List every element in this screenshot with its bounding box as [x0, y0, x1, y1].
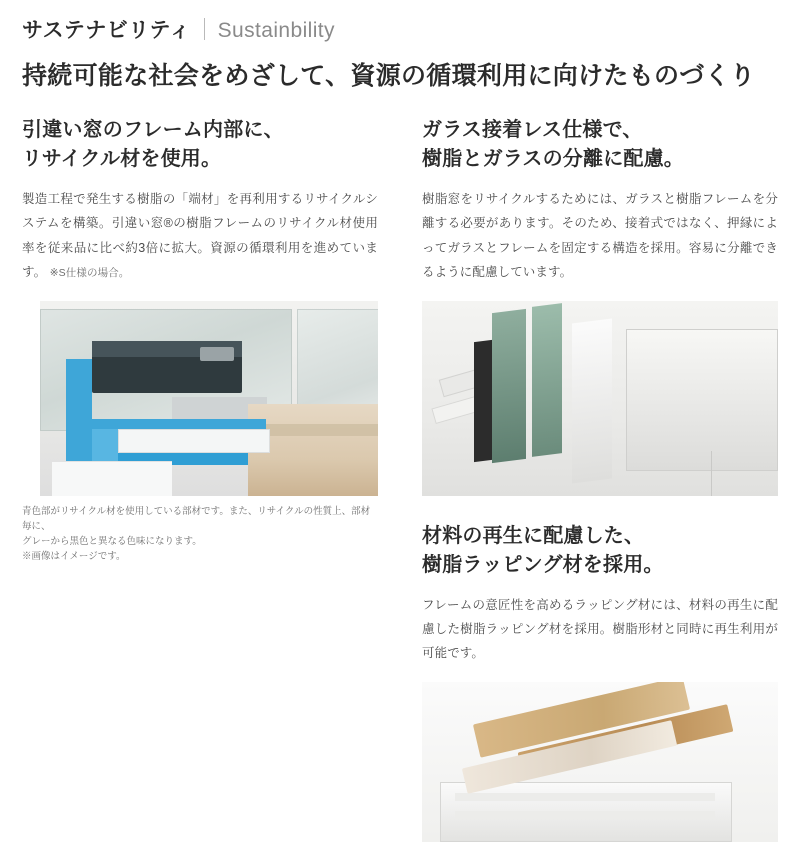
section-body-glass-separation: 樹脂窓をリサイクルするためには、ガラスと樹脂フレームを分離する必要があります。そのため、接着式ではなく、押縁によってガラスとフレームを固定する構造を採用。容易に分離できるように配慮しています。	[422, 192, 778, 280]
page-title-jp: サステナビリティ	[22, 19, 191, 42]
section-body-resin-wrapping: フレームの意匠性を高めるラッピング材には、材料の再生に配慮した樹脂ラッピング材を採用。樹脂形材と同時に再生利用が可能です。	[422, 597, 778, 661]
photo-left-edge	[22, 301, 40, 496]
profile-shadow-line	[711, 451, 712, 496]
section-title-recycle-frame	[22, 116, 378, 174]
section-glass-separation	[422, 116, 778, 496]
section-resin-wrapping	[422, 522, 778, 842]
frame-hardware	[200, 347, 234, 361]
section-title-line-1: ガラス接着レス仕様で、	[422, 119, 643, 141]
caption-line-2: グレーから黒色と異なる色味になります。	[22, 535, 202, 547]
section-recycle-frame	[22, 116, 378, 564]
glass-pane-2	[532, 303, 562, 457]
image-caption-recycle-frame	[22, 504, 378, 565]
column-right	[400, 116, 778, 842]
section-title-resin-wrapping	[422, 522, 778, 580]
section-title-line-2: 樹脂とガラスの分離に配慮。	[422, 148, 684, 170]
section-body-note: ※S仕様の場合。	[49, 267, 130, 280]
section-title-line-1: 引違い窓のフレーム内部に、	[22, 119, 284, 141]
section-title-glass-separation	[422, 116, 778, 174]
caption-line-1: 青色部がリサイクル材を使用している部材です。また、リサイクルの性質上、部材毎に、	[22, 505, 371, 532]
title-divider	[204, 18, 205, 40]
content-columns	[0, 116, 800, 842]
section-body-text: 製造工程で発生する樹脂の「端材」を再利用するリサイクルシステムを構築。引違い窓®の樹脂フレームのリサイクル材使用率を従来品に比べ約3倍に拡大。資源の循環利用を進めています。	[22, 192, 378, 280]
section-title-line-2: 樹脂ラッピング材を採用。	[422, 553, 664, 576]
profile-groove-2	[455, 811, 715, 819]
image-resin-wrapping	[422, 682, 778, 842]
frame-white-part-1	[118, 429, 270, 453]
profile-groove-1	[455, 793, 715, 801]
recycled-material-blue-1	[66, 359, 92, 469]
section-body-recycle-frame	[22, 187, 378, 285]
glass-pane-1	[492, 308, 526, 462]
resin-extrusion-profile	[440, 782, 732, 842]
section-title-line-2: リサイクル材を使用。	[22, 148, 222, 170]
page-header	[0, 0, 800, 92]
glass-spacer-dark	[474, 339, 492, 461]
image-recycle-frame-cutaway	[22, 301, 378, 496]
caption-line-3: ※画像はイメージです。	[22, 551, 126, 563]
header-title-row	[22, 14, 778, 44]
page-title-en: Sustainbility	[217, 19, 335, 42]
frame-white-part-2	[52, 461, 172, 496]
image-glass-separation	[422, 301, 778, 496]
column-left	[22, 116, 400, 842]
section-title-line-1: 材料の再生に配慮した、	[422, 524, 645, 547]
resin-frame-profile	[626, 329, 778, 471]
resin-frame-edge	[572, 318, 612, 483]
page-headline: 持続可能な社会をめざして、資源の循環利用に向けたものづくり	[22, 62, 756, 90]
